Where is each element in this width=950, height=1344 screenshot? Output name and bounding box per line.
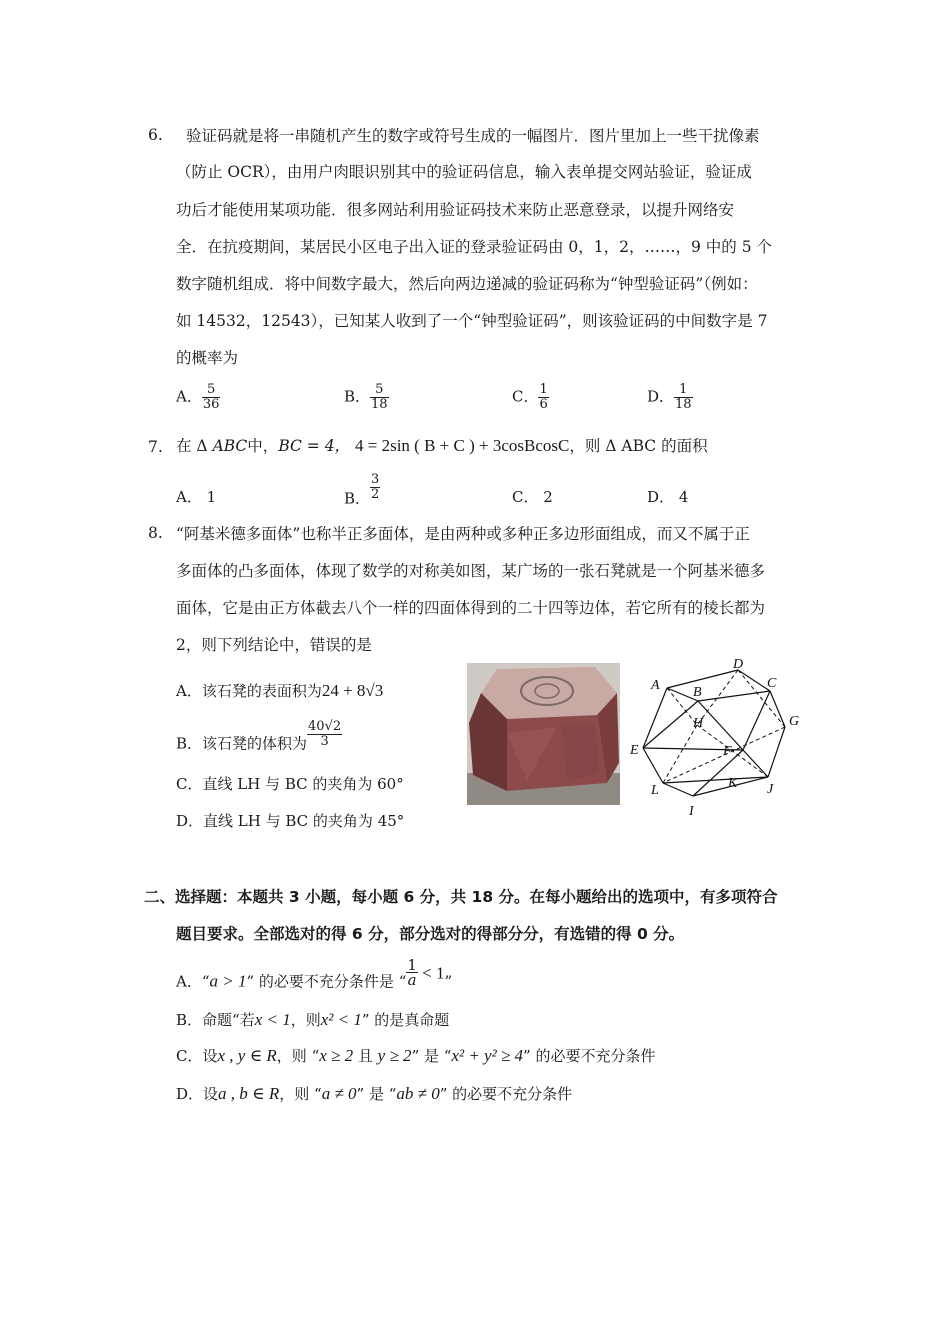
label-i: I [689, 804, 694, 819]
label-l: L [651, 783, 659, 798]
label-e: E [630, 743, 639, 758]
q6-line-6: 如 14532，12543），已知某人收到了一个“钟型验证码”，则该验证码的中间数字是 7 [176, 312, 768, 330]
q8-line-2: 多面体的凸多面体，体现了数学的对称美如图，某广场的一张石凳就是一个阿基米德多 [176, 562, 766, 580]
q8-line-3: 面体，它是由正方体截去八个一样的四面体得到的二十四等边体，若它所有的棱长都为 [176, 599, 766, 617]
label-h: H [693, 716, 704, 731]
q7-equation: 4 = 2sin ( B + C ) + 3cosBcosC [355, 436, 570, 455]
fraction: $\frac{1}{18}$ [675, 382, 692, 412]
section2-heading-line2: 题目要求。全部选对的得 6 分，部分选对的得部分分，有选错的得 0 分。 [176, 925, 685, 943]
fraction: $\frac{5}{36}$ [202, 382, 220, 412]
fraction: $\frac{1}{6}$ [539, 382, 548, 412]
option-label: C． [512, 387, 539, 406]
q6-line-1: 验证码就是将一串随机产生的数字或符号生成的一幅图片．图片里加上一些干扰像素 [186, 127, 760, 145]
fraction: $\frac{3}{2}$ [371, 472, 380, 502]
multi-option-a: A．“a > 1” 的必要不充分条件是 “ $\frac{1}{a}$ < 1” [176, 956, 453, 991]
q8-number: 8. [148, 524, 163, 542]
label-a: A [651, 678, 660, 693]
q6-line-4: 全．在抗疫期间，某居民小区电子出入证的登录验证码由 0，1，2，……，9 中的 5 个 [176, 238, 773, 256]
q6-option-a [176, 383, 220, 412]
q6-line-3: 功后才能使用某项功能．很多网站利用验证码技术来防止恶意登录，以提升网络安 [176, 201, 735, 219]
label-f: F [723, 744, 732, 759]
section2-heading-line1: 二、选择题：本题共 3 小题，每小题 6 分，共 18 分。在每小题给出的选项中，有多项符合 [144, 888, 778, 906]
cuboctahedron-diagram [625, 655, 815, 820]
label-k: K [728, 776, 738, 791]
label-j: J [767, 782, 774, 797]
label-b: B [693, 685, 702, 700]
fraction: $\frac{5}{18}$ [371, 382, 388, 412]
label-d: D [733, 657, 744, 672]
q8-option-b: B．该石凳的体积为 $\frac{40√2}{3}$ [176, 719, 342, 753]
option-label: D． [647, 387, 675, 406]
option-label: B． [344, 387, 371, 406]
q7-option-d: D． 4 [647, 488, 689, 506]
option-label: A． [176, 387, 202, 406]
label-c: C [767, 676, 777, 691]
multi-option-b: B．命题“若x < 1，则x² < 1” 的是真命题 [176, 1010, 450, 1029]
q7-option-a: A． 1 [176, 488, 217, 506]
q7-option-c: C． 2 [512, 488, 553, 506]
q8-line-1: “阿基米德多面体”也称半正多面体，是由两种或多种正多边形面组成，而又不属于正 [176, 525, 750, 543]
q7-stem: 在 Δ ABC中，BC = 4， 4 = 2sin ( B + C ) + 3cosBcosC，则 Δ ABC 的面积 [176, 436, 708, 455]
q8-option-a: A．该石凳的表面积为24 + 8√3 [176, 681, 384, 700]
q6-option-c [512, 383, 549, 412]
q6-number: 6. [148, 126, 163, 144]
q7-option-b: B． $\frac{3}{2}$ [344, 472, 380, 508]
q8-option-c: C．直线 LH 与 BC 的夹角为 60° [176, 775, 404, 793]
multi-option-d: D．设a , b ∈ R，则 “a ≠ 0” 是 “ab ≠ 0” 的必要不充分条件 [176, 1084, 573, 1103]
q7-number: 7. [148, 438, 163, 456]
q6-line-2: （防止 OCR），由用户肉眼识别其中的验证码信息，输入表单提交网站验证，验证成 [176, 163, 752, 181]
q6-line-5: 数字随机组成．将中间数字最大，然后向两边递减的验证码称为“钟型验证码”（例如： [176, 275, 758, 293]
label-g: G [789, 714, 800, 729]
multi-option-c: C．设x , y ∈ R，则 “x ≥ 2 且 y ≥ 2” 是 “x² + y² ≥ 4” 的必要不充分条件 [176, 1046, 656, 1065]
stone-bench-photo [467, 663, 620, 805]
q8-option-d: D．直线 LH 与 BC 的夹角为 45° [176, 812, 405, 830]
fraction: $\frac{40√2}{3}$ [308, 719, 342, 749]
q6-option-d [647, 383, 693, 412]
q6-line-7: 的概率为 [176, 349, 239, 367]
q8-line-4: 2，则下列结论中，错误的是 [176, 636, 372, 654]
q6-option-b [344, 383, 389, 412]
